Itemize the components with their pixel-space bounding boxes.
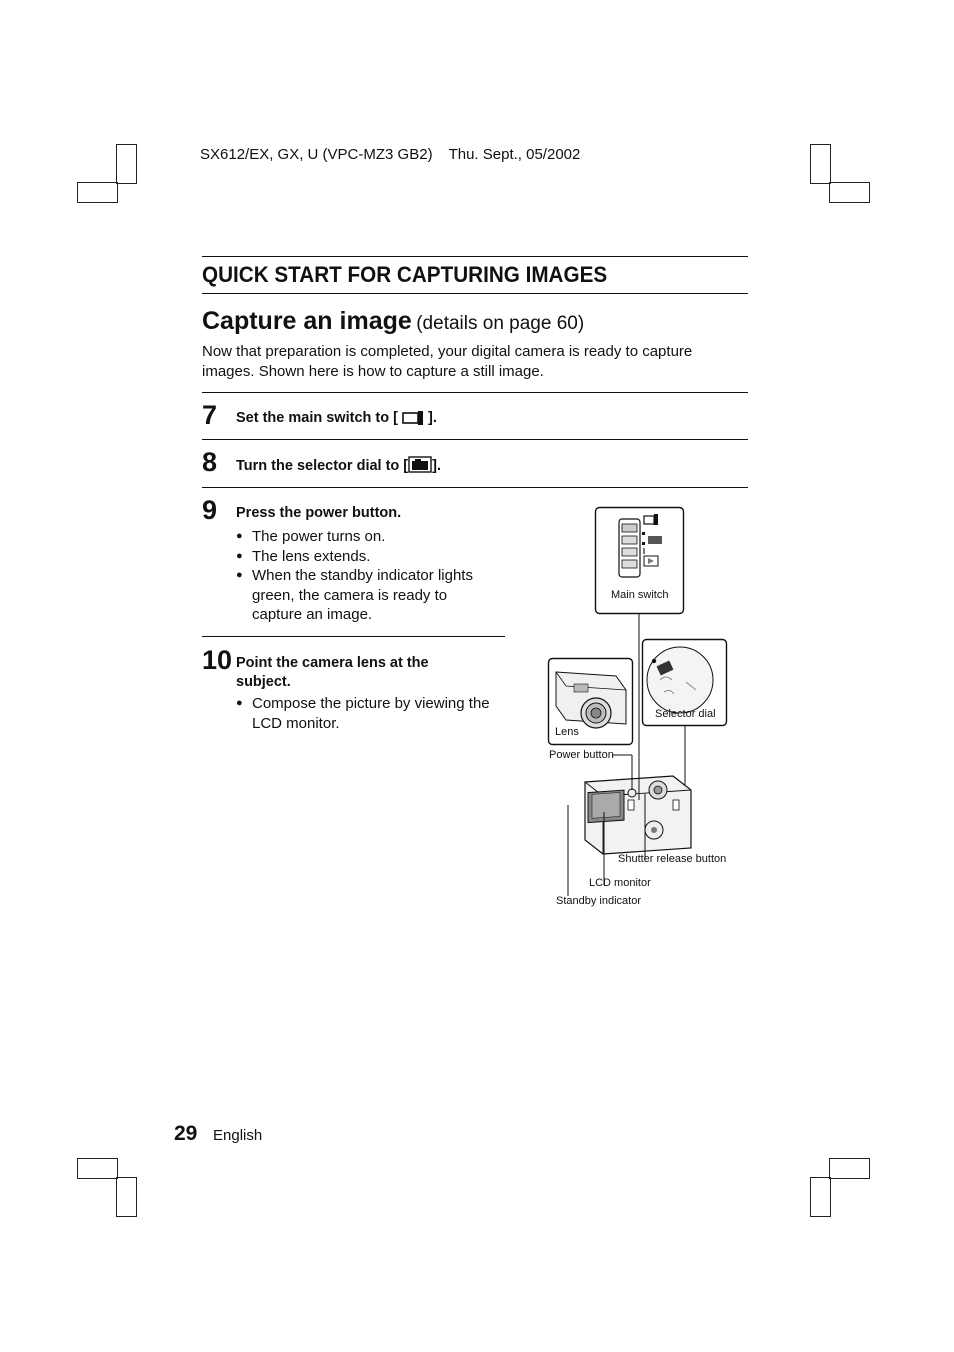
list-item: ● The lens extends. bbox=[236, 547, 498, 567]
crop-mark bbox=[77, 182, 118, 203]
camera-diagram bbox=[540, 500, 740, 920]
step-text bbox=[236, 456, 441, 479]
lens-label: Lens bbox=[555, 726, 579, 738]
step-bullets bbox=[236, 694, 498, 733]
lcd-monitor-label: LCD monitor bbox=[589, 877, 651, 889]
standby-indicator-label: Standby indicator bbox=[556, 895, 641, 907]
crop-mark bbox=[116, 144, 137, 184]
crop-mark bbox=[829, 182, 870, 203]
divider bbox=[202, 293, 748, 294]
step-text-part: ]. bbox=[428, 410, 437, 426]
list-item: ● Compose the picture by viewing the LCD monitor. bbox=[236, 694, 498, 733]
divider bbox=[202, 392, 748, 393]
intro-paragraph: Now that preparation is completed, your digital camera is ready to capture images. Shown here is how to capture a still image. bbox=[202, 343, 693, 380]
power-button-label: Power button bbox=[549, 749, 614, 761]
date-text: Thu. Sept., 05/2002 bbox=[448, 146, 581, 163]
language-label: English bbox=[213, 1127, 263, 1144]
divider bbox=[202, 487, 748, 488]
still-camera-icon bbox=[402, 411, 424, 431]
step-number: 8 bbox=[202, 447, 218, 477]
crop-mark bbox=[810, 144, 831, 184]
step-text: Press the power button. bbox=[236, 505, 402, 521]
step-bullets bbox=[236, 527, 498, 625]
page-title-note: (details on page 60) bbox=[416, 313, 585, 334]
crop-mark bbox=[829, 1158, 870, 1179]
divider bbox=[202, 256, 748, 257]
step-text-part: ]. bbox=[432, 458, 441, 474]
section-title: QUICK START FOR CAPTURING IMAGES bbox=[202, 262, 608, 287]
divider bbox=[202, 439, 748, 440]
main-switch-label: Main switch bbox=[611, 589, 669, 601]
print-header bbox=[200, 146, 580, 163]
step-text bbox=[236, 409, 437, 431]
crop-mark bbox=[116, 1177, 137, 1217]
step-number: 7 bbox=[202, 400, 218, 430]
model-text: SX612/EX, GX, U (VPC-MZ3 GB2) bbox=[200, 146, 433, 163]
step-number: 10 bbox=[202, 645, 233, 675]
step-text-part: Set the main switch to [ bbox=[236, 410, 398, 426]
step-text-part: Turn the selector dial to [ bbox=[236, 458, 409, 474]
page-title-main: Capture an image bbox=[202, 307, 412, 335]
selector-dial-label: Selector dial bbox=[655, 708, 716, 720]
crop-mark bbox=[77, 1158, 118, 1179]
step-text: Point the camera lens at the subject. bbox=[236, 655, 429, 690]
list-item: ● When the standby indicator lights green, the camera is ready to capture an image. bbox=[236, 566, 498, 625]
page-title bbox=[202, 307, 584, 336]
list-item: ● The power turns on. bbox=[236, 527, 498, 547]
crop-mark bbox=[810, 1177, 831, 1217]
shutter-release-button-label: Shutter release button bbox=[618, 853, 727, 865]
page-number: 29 bbox=[174, 1122, 198, 1145]
step-number: 9 bbox=[202, 495, 218, 525]
divider bbox=[202, 636, 505, 637]
still-image-mode-icon bbox=[408, 456, 432, 479]
